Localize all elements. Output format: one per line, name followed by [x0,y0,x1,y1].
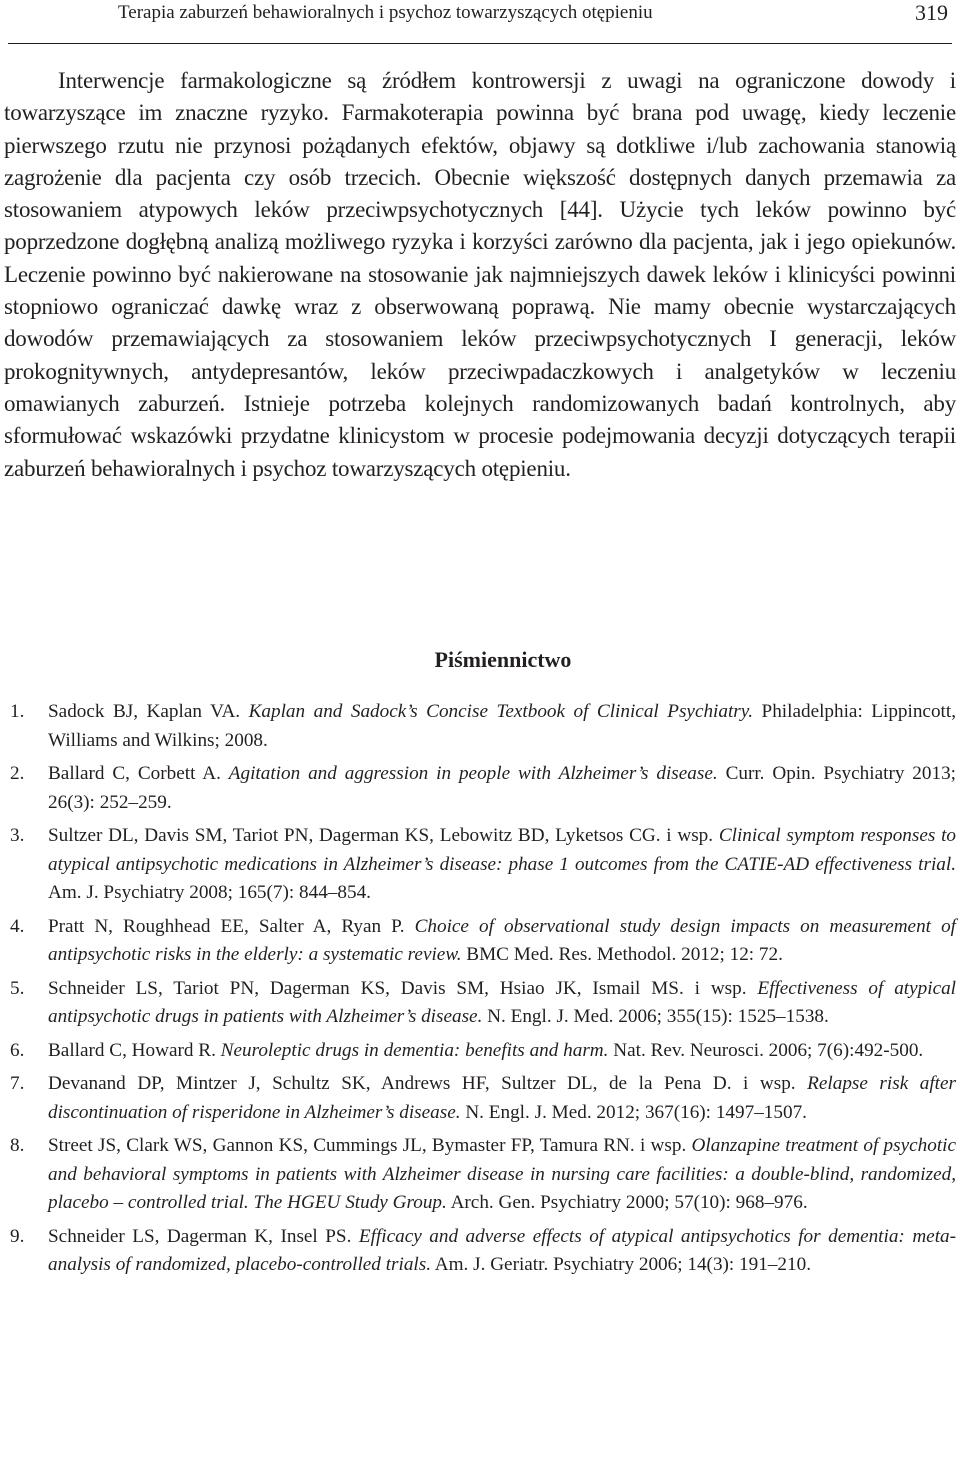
reference-source: Philadelphia: Lippincott, Williams and Wilkins; 2008. [48,701,957,751]
reference-authors: Street JS, Clark WS, Gannon KS, Cummings JL, Bymaster FP, Tamura RN. i wsp. [48,1135,687,1156]
reference-number: 9. [10,1225,25,1247]
reference-number: 3. [10,825,25,846]
reference-source: Nat. Rev. Neurosci. 2006; 7(6):492-500. [613,1039,924,1061]
reference-source: Curr. Opin. Psychiatry 2013; 26(3): 252–259. [48,763,957,813]
reference-item [0,1223,956,1280]
reference-title: Kaplan and Sadock’s Concise Textbook of Clinical Psychiatry. [248,701,754,722]
running-title: Terapia zaburzeń behawioralnych i psychoz towarzyszących otępieniu [118,2,653,23]
reference-number: 5. [10,977,25,999]
reference-authors: Schneider LS, Tariot PN, Dagerman KS, Davis SM, Hsiao JK, Ismail MS. i wsp. [48,977,747,999]
reference-title: Relapse risk after discontinuation of risperidone in Alzheimer’s disease. [48,1073,956,1123]
reference-title: Neuroleptic drugs in dementia: benefits and harm. [220,1039,609,1061]
reference-authors: Ballard C, Corbett A. [48,763,221,784]
references-list [0,698,956,1285]
reference-number: 2. [10,763,25,784]
reference-item [0,1070,956,1127]
references-heading: Piśmiennictwo [434,647,572,672]
reference-item [0,822,956,908]
reference-authors: Devanand DP, Mintzer J, Schultz SK, Andrews HF, Sultzer DL, de la Pena D. i wsp. [48,1073,796,1094]
reference-title: Choice of observational study design impacts on measurement of antipsychotic risks in the elderly: a systematic review. [48,915,956,965]
reference-title: Efficacy and adverse effects of atypical antipsychotics for dementia: meta-analysis of randomized, placebo-controlled trials. [48,1225,957,1275]
reference-title: Agitation and aggression in people with Alzheimer’s disease. [228,763,718,784]
reference-item [0,1132,956,1218]
reference-authors: Ballard C, Howard R. [48,1039,216,1061]
reference-number: 1. [10,701,25,722]
reference-item [0,975,956,1032]
reference-title: Olanzapine treatment of psychotic and behavioral symptoms in patients with Alzheimer disease in nursing care facilities: a double-blind, randomized, placebo – controlled trial. The HGEU Study Group. [48,1135,956,1213]
page-number: 319 [915,0,948,25]
reference-title: Effectiveness of atypical antipsychotic drugs in patients with Alzheimer’s disease. [48,977,957,1027]
reference-authors: Schneider LS, Dagerman K, Insel PS. [48,1225,352,1247]
reference-number: 7. [10,1073,25,1094]
reference-source: N. Engl. J. Med. 2012; 367(16): 1497–1507. [465,1101,807,1123]
reference-authors: Pratt N, Roughhead EE, Salter A, Ryan P. [48,915,405,937]
reference-source: Arch. Gen. Psychiatry 2000; 57(10): 968–976. [450,1192,808,1213]
reference-item [0,913,956,970]
reference-title: Clinical symptom responses to atypical antipsychotic medications in Alzheimer’s disease: phase 1 outcomes from the CATIE-AD effectiveness trial. [48,825,956,875]
reference-number: 4. [10,915,25,937]
reference-source: N. Engl. J. Med. 2006; 355(15): 1525–1538. [487,1006,829,1027]
reference-item [0,760,956,817]
page-header [8,0,952,44]
reference-number: 6. [10,1039,25,1061]
reference-source: Am. J. Geriatr. Psychiatry 2006; 14(3): 191–210. [434,1254,812,1275]
reference-authors: Sadock BJ, Kaplan VA. [48,701,241,722]
reference-source: Am. J. Psychiatry 2008; 165(7): 844–854. [48,882,371,903]
reference-number: 8. [10,1135,25,1156]
reference-source: BMC Med. Res. Methodol. 2012; 12: 72. [466,944,783,965]
body-paragraph: Interwencje farmakologiczne są źródłem kontrowersji z uwagi na ograniczone dowody i towarzyszące im znaczne ryzyko. Farmakoterapia powinna być brana pod uwagę, kiedy leczenie pierwszego rzutu nie przynosi pożądanych efektów, objawy są dotkliwe i/lub zachowania stanowią zagrożenie dla pacjenta czy osób trzecich. Obecnie większość dostępnych danych przemawia za stosowaniem atypowych leków przeciwpsychotycznych [44]. Użycie tych leków powinno być poprzedzone dogłębną analizą możliwego ryzyka i korzyści zarówno dla pacjenta, jak i jego opiekunów. Leczenie powinno być nakierowane na stosowanie jak najmniejszych dawek leków i klinicyści powinni stopniowo ograniczać dawkę wraz z obserwowaną poprawą. Nie mamy obecnie wystarczających dowodów przemawiających za stosowaniem leków przeciwpsychotycznych I generacji, leków prokognitywnych, antydepresantów, leków przeciwpadaczkowych i analgetyków w leczeniu omawianych zaburzeń. Istnieje potrzeba kolejnych randomizowanych badań kontrolnych, aby sformułować wskazówki przydatne klinicystom w procesie podejmowania decyzji dotyczących terapii zaburzeń behawioralnych i psychoz towarzyszących otępieniu. [4,68,956,481]
reference-authors: Sultzer DL, Davis SM, Tariot PN, Dagerman KS, Lebowitz BD, Lyketsos CG. i wsp. [48,825,714,846]
reference-item [0,1037,956,1066]
reference-item [0,698,956,755]
